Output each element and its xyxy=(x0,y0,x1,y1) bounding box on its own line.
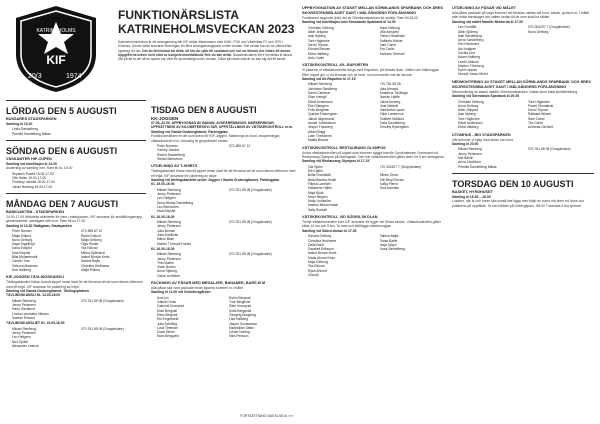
list-item: Isabel Bonvie-Kreis xyxy=(308,251,337,256)
list-item: Linda Sandelberg xyxy=(12,127,38,132)
task-title: BANKVAKTEN - STADSPARKEN xyxy=(6,210,65,214)
list-item: David Tripodo xyxy=(528,108,549,113)
list-item: Elinn Bergvall xyxy=(157,313,178,317)
list-item: Siham Omar xyxy=(379,173,399,178)
list-item: Isak Sandelberg xyxy=(458,33,482,38)
list-item: Mia Bahlin xyxy=(458,156,474,161)
list-item: Mikael Stenberg xyxy=(308,82,332,87)
list-item xyxy=(81,344,146,348)
column-4 xyxy=(452,6,594,208)
task-desc: 14.00-17.00 biblioteks aktiviteter för barn i stadsparken. KIF ansvarar för anställningsmapp, gemensamhet, ytterligare sätt m.m. Ram till sv 17.00. xyxy=(6,215,143,224)
task-time: Samling kl 13.30 Stallgatan, Stadsparken xyxy=(6,223,72,228)
list-item: Andreas Gerhold xyxy=(379,51,405,56)
list-item: David Carlsson xyxy=(308,91,331,95)
name-list xyxy=(157,296,297,339)
list-item: Snil Beryi Emam xyxy=(379,177,404,182)
list-item: Peter Noman xyxy=(12,229,32,234)
name-list xyxy=(157,188,297,214)
list-item: Lova Tirelman xyxy=(157,325,178,330)
task-time: Samling vid Restaurang Olympos kl 17.15 xyxy=(302,159,370,164)
list-item: Molly Lindström xyxy=(308,199,332,204)
task-title: KIF-JOGGEN TÄVLINGSKANSLI xyxy=(6,275,65,280)
footer-continue: FORTSÄTTNING NÄSTA SIDA >>> xyxy=(240,414,294,418)
list-item: 070-761 85 08 (Gruppledare) xyxy=(81,326,124,331)
list-item: 070-761 85 08 (Gruppledare) xyxy=(229,252,272,257)
list-item: Lisa Hallberg xyxy=(229,317,249,322)
list-item: Dana Edqvist xyxy=(12,246,32,251)
list-item: Anna Schöfberr xyxy=(458,160,481,165)
list-item: Ale Hultgren xyxy=(458,46,477,51)
list-item: Aldo Carlin xyxy=(308,55,325,60)
task-title: UTDELNING AV T-SHIRTS xyxy=(151,164,198,169)
list-item: Ville Almqvist xyxy=(379,30,399,35)
task-desc: Andra vätskekontrollen på loppet som kommer bygga framför Gymkhateratn Grevasted vid Restaurang Olympos på Malmgatan. Den här vätskekontrollen gäller även för 5 km-deltagarna. xyxy=(302,150,445,159)
name-list xyxy=(308,26,447,60)
list-item: Jesper Fossberg xyxy=(308,125,333,130)
list-item xyxy=(380,138,448,142)
list-item: Markim Tönnberg xyxy=(458,63,484,68)
list-item: Christian Gelborg xyxy=(308,25,334,30)
shift-heading: KL 16.00-16.00 xyxy=(151,214,175,219)
shift-heading: KL 16.00-18.00 xyxy=(151,246,175,251)
list-item: Lexell Jaiksos xyxy=(458,59,479,64)
task-desc: Vi placerar ut vätskekontroller längs med Raporten, på fortsatt linan. Vatten och hällmuggar. Efter loppet gör vi vid brunnar och se fordi, om kommunen inte tar ansvar. xyxy=(302,68,440,77)
list-item: Filipsa Lariesén xyxy=(308,181,332,186)
list-item: Ebbe Lambrinos xyxy=(379,112,404,117)
list-item: Muncik Yasan Mehrt xyxy=(458,72,488,77)
list-item: Jasper Gustavsson xyxy=(229,321,258,326)
list-item: Sofija Pierrix xyxy=(379,181,399,186)
list-item: Tomgelg Burgberg xyxy=(229,313,256,317)
header xyxy=(6,4,296,96)
list-item: Andreas Gerhold xyxy=(528,125,553,130)
list-item: Raffaela Wicker xyxy=(528,112,552,117)
task-desc: Tävlingskansliet bidrar överstt loppet innan start för att förvarna att de som nämns eftersom med ett tröja. KIF ansvarar för paktering av tröjor. xyxy=(151,169,296,178)
list-item xyxy=(81,316,146,320)
list-item: Albin Jellqvist xyxy=(458,108,478,113)
list-item: Isak Nyberg xyxy=(308,34,326,39)
list-item: Nova Sandelberg xyxy=(379,247,405,252)
list-item: 070-304207 7 (Gruppledare) xyxy=(528,25,570,30)
list-item: Moa Edqvist xyxy=(157,209,176,214)
list-item: Dalia Bahli xyxy=(308,242,324,247)
list-item: Tea Edlund xyxy=(81,246,98,251)
list-item: Tommy Jakobs xyxy=(157,148,179,153)
list-item xyxy=(229,242,297,246)
list-item: Axel jon xyxy=(157,295,169,300)
list-item: Malja Gelborg xyxy=(81,237,102,242)
svg-text:20/3: 20/3 xyxy=(28,73,42,80)
list-item: Jenny Pedersen xyxy=(157,256,181,261)
day-heading: TISDAG DEN 8 AUGUSTI xyxy=(151,105,257,115)
list-item: Sam Caner xyxy=(528,116,545,121)
list-item: Amadeus Tiedböge xyxy=(379,91,408,95)
task-time: Samling kl 15.30 – 18.00 xyxy=(452,194,491,199)
list-item: Julia Boman xyxy=(157,228,176,233)
list-item: Ana Hallberg xyxy=(12,267,32,272)
list-item xyxy=(229,209,297,213)
list-item: Ebba Vallberg xyxy=(458,125,479,130)
list-item: Quedar Frisbergsen xyxy=(308,112,338,117)
task-time: Samling kl 20.00 xyxy=(452,142,479,147)
list-item: Maja Sjöqvi xyxy=(379,242,397,247)
list-item: Elia Gåsegren xyxy=(308,103,329,108)
list-item: Elise Hamgil xyxy=(308,95,327,100)
list-item: Jonnatan Sandberg xyxy=(308,86,337,91)
list-item: Noel Walenti xyxy=(379,103,399,108)
list-item: Jenny Pedersen xyxy=(12,303,36,308)
list-item: Mikael Stenberg xyxy=(157,252,181,257)
task-desc: Funktionen avgjorda (kön) del av Sörmlandsbanken för slutlöp, Ram till 18.00. xyxy=(302,16,419,20)
list-item: Sabina Bajlis xyxy=(379,234,399,239)
list-item: Mikael Stenberg xyxy=(157,220,181,225)
list-item: Sally Rossell xyxy=(308,207,327,212)
list-item: 072-555 67 12 xyxy=(229,144,251,149)
list-item: Nova Gelborg xyxy=(12,237,33,242)
list-item: Robbert Nollland xyxy=(379,116,405,121)
list-item: Hyll Kronkiss xyxy=(458,68,478,73)
task-desc: Lokalen, här är och tusen ska också inte ligga med hjälp av kulna när finns ett, finns och publikens på uppfällde. Ta med kläder på Dirbergsplan. 3M.00 Tusentals 6 fint spelare. xyxy=(452,199,585,208)
list-item: Olle Halén 15.00-17.00 xyxy=(12,176,46,181)
list-item: Liam Thirestrom xyxy=(308,133,332,138)
task-time: Samling vid Gamla Grubengtiamet, Tävlingsplatsen xyxy=(6,289,89,293)
name-list xyxy=(308,165,447,212)
task-time: Samling vid målet framför Bröderna kl 17.00 xyxy=(452,19,523,24)
task-title: PACKNING AV PÅSAR MED MEDALJER, BANANER, BARS M M xyxy=(151,281,266,285)
list-item: Zina Ali xyxy=(308,272,319,277)
list-item: Eduard Beroan xyxy=(308,47,331,52)
svg-text:KATRINEHOLMS: KATRINEHOLMS xyxy=(36,28,76,34)
list-item: Anna Sandelberg xyxy=(458,38,484,43)
list-item: Theo Barlin xyxy=(157,260,174,265)
list-item xyxy=(380,56,448,60)
list-item: 070-761 85 08 (Gruppledare) xyxy=(229,187,272,192)
task-title: UTDELNING AV PÅSAR VID MÅLET xyxy=(452,6,516,10)
list-item: Elin Kärnbrant xyxy=(458,42,479,47)
list-item: Moa Hellgren xyxy=(308,194,328,199)
list-item: Tore Högberke xyxy=(528,99,550,104)
list-item: Sabina Bajlis xyxy=(81,259,101,264)
list-item: Mattia Bruzoe xyxy=(308,138,329,143)
day-heading: TORSDAG DEN 10 AUGUSTI xyxy=(452,178,574,189)
list-item: Robin Bergvall xyxy=(229,295,251,300)
column-2 xyxy=(151,100,297,340)
task-desc: Funktionärsbilden en att som krävs för KIF-Joggen. Marknings av bord, avspärrningar, vätskekontroll m.m. Ansvarig är gruppledare nedan. xyxy=(151,134,281,143)
name-list xyxy=(458,25,594,77)
list-item xyxy=(229,274,297,278)
list-item: Moa Edqvist xyxy=(12,250,31,255)
list-item: Mada Ahmed Nour xyxy=(308,255,336,260)
list-item: Thommy Jakobs 15.00-17.00 xyxy=(12,180,55,185)
list-item: Peter Norman xyxy=(157,144,178,149)
task-title: VÄSKAMTER HIF-CUPEN xyxy=(6,157,52,161)
list-item: Julia Schilling xyxy=(157,321,177,326)
list-item: Pawel Oknatinski xyxy=(528,103,554,108)
name-list xyxy=(458,147,594,168)
list-item: Ryan Ahmed xyxy=(308,268,327,273)
svg-text:1974: 1974 xyxy=(66,73,82,80)
task-title: UTOMHUS - BIO STADSPARKEN xyxy=(452,132,511,137)
list-item: Tora Achvilas xyxy=(379,186,399,191)
list-item: Marnie Tönnvall Hurlas xyxy=(157,241,191,246)
list-item: Leo Hellgren xyxy=(157,196,176,201)
list-item: Robin Edlund xyxy=(81,233,101,238)
list-item: Robert Sandelberg xyxy=(157,152,185,157)
list-item: Tim Carlin xyxy=(379,47,395,52)
list-item: Johan Broberg 15.00-17.00 xyxy=(12,184,53,189)
name-list xyxy=(12,229,146,272)
list-item: Pernilla Sandelberg Mäsla xyxy=(12,131,51,136)
list-item: Sofia Bergqvist xyxy=(229,308,252,313)
name-list xyxy=(12,127,146,136)
list-item: Gabrivel Kronqvist xyxy=(157,304,184,309)
page-title: FUNKTIONÄRSLISTA KATRINEHOLMSVECKAN 2023 xyxy=(118,8,295,36)
shift-heading: TÄVLINGSKANSLIET KL 15.00-16.00 xyxy=(6,321,65,326)
task-desc: Avvärning av samling mm. Ram till sv. 15.00 xyxy=(6,166,73,171)
task-title: VÄTSKEKONTROLL RESTAURANG OLYMPOS xyxy=(302,145,386,150)
task-time: Samling vid hotellkajen kl 14.00 xyxy=(6,162,57,166)
list-item: Elise Bergvall xyxy=(157,308,177,313)
task-desc: Alla påsar ska vara packade innan löparna kommer in i målet. xyxy=(151,286,244,290)
list-item: Nova Gelborg xyxy=(528,29,549,34)
list-item: Jakob Jägerbrand xyxy=(308,116,335,121)
list-item: Milton Blum xyxy=(157,237,175,242)
task-time: Samling kl 15.30 xyxy=(6,122,33,126)
list-item: Maja Björk xyxy=(308,190,324,195)
list-item: Candin Tran xyxy=(12,259,30,264)
list-item: Bella Grandstål xyxy=(308,173,331,178)
kif-logo xyxy=(6,4,106,94)
list-item: Maja Gelborg xyxy=(308,260,328,265)
list-item: Samantha Laurin xyxy=(379,108,405,113)
task-title: NEDMONTERING AV STAKET MELLAN SÖRMLANDS SPARBANK OCH ÄRES SKORSSTENSBILAGET SANT I MÅLGÅNGENS FÖRLÄNGNING xyxy=(452,79,591,89)
name-list xyxy=(308,234,447,277)
list-item: Isabel Bonvie-Kreis xyxy=(81,255,110,259)
name-list xyxy=(157,144,297,161)
list-item: Jenny Pedersen xyxy=(12,331,36,335)
list-item: Sam Caner xyxy=(379,43,397,47)
list-item: Elin Hjälm xyxy=(308,169,323,174)
list-item: Markus Mohammadi xyxy=(308,203,338,208)
list-item: Isak Nyberg xyxy=(458,112,476,117)
list-item: Tore Högberke xyxy=(458,116,480,121)
task-time: Samling vid hotellkajen med Sörmlands Sparbank kl 14.00 xyxy=(302,20,396,25)
task-time: Samling vid Sörmlands Sparbank kl 20.45 xyxy=(452,94,520,99)
list-item: 070-761 85 08 (Gruppledare) xyxy=(528,147,571,152)
list-item: Stefan Bemström xyxy=(157,156,183,161)
task-time: Samling kl 11.00 vid Gröndersgården xyxy=(151,290,211,295)
list-item: Pawel Oknatinski xyxy=(379,34,405,39)
list-item: 070-304207 7 (Gruppledare) xyxy=(379,164,422,169)
list-item: Tea Edlund xyxy=(308,264,325,269)
task-desc: Här behöver vi hjälp med stolar och bord. xyxy=(452,137,515,142)
list-item: Sofia Sandelberg xyxy=(379,121,405,126)
name-list xyxy=(12,299,146,320)
task-title: VÄTSKEKONTROLL VID SÖDRA SKOLAN xyxy=(302,215,378,220)
list-item: Saga Tegelhöjd xyxy=(12,242,35,247)
list-item xyxy=(229,157,297,161)
day-heading: SÖNDAG DEN 6 AUGUSTI xyxy=(6,146,118,156)
list-item: Mikael Stenberg xyxy=(458,147,482,152)
list-item: Raffaela Wicker xyxy=(379,38,403,43)
list-item: Albert Brigg xyxy=(308,129,326,134)
svg-text:KIF: KIF xyxy=(46,53,66,67)
list-item: Christina Hedhame xyxy=(81,263,110,268)
list-item: Tim Carlin xyxy=(528,121,543,126)
list-item: Christian Gelborg xyxy=(458,99,484,104)
list-item: Maximilian Sattin xyxy=(229,325,254,330)
list-item: Albin Jellqvist xyxy=(308,30,328,35)
list-item: 072-555 67 12 xyxy=(81,229,103,234)
column-1 xyxy=(6,96,146,349)
name-list xyxy=(12,327,146,348)
name-list xyxy=(12,172,146,189)
list-item: Mikael Stenberg xyxy=(157,187,181,192)
list-item: Malja Edlund xyxy=(12,233,32,238)
list-item: Rania Baklé xyxy=(379,238,398,243)
name-list xyxy=(157,220,297,246)
list-item: Oskar Lindblom xyxy=(157,273,181,278)
list-item xyxy=(380,273,448,277)
list-item: Adam Hallberg xyxy=(458,55,480,60)
list-item: Ola Hjälm xyxy=(308,164,323,169)
shift-heading: KL 15.00-16.00 xyxy=(151,182,175,187)
list-item: David Tripodo xyxy=(308,43,329,47)
list-item xyxy=(528,72,594,76)
list-item: Cristin Norling xyxy=(229,330,250,335)
list-item: Gabriel Huss xyxy=(157,300,177,305)
list-item: Malja Edlund xyxy=(81,267,101,272)
list-item: Madelene Hjälm xyxy=(308,186,332,191)
intro-text: Katrineholmsveckan är ett arrangemang där KIF deltar tillsammans med KAIK, FOK och Västeråsa FC och OFK i Vintrosa. Utöver detta ansvarar föreningen för flera arrangemangspass under veckan. Här nedan kan du se vilken/vilka uppdrag du har. Om du förhindrad att delta, så hör du själv till samband och hur du lämnar det vidare till annan. Uppgifterna kräver med stöd av kompetensomfattande före du kan delta. Glassfestivalens förre förväntas kl lämna Ditt på att ta del så du spelar bar värd för sportvaktigt under veckan. Gåva på nästa sida är du kan sig det till kansli. xyxy=(118,40,293,62)
list-item: Leo Hellgren xyxy=(12,335,31,340)
list-item: Ture Bergkvist xyxy=(229,300,251,305)
list-item: Julia Dahlkvist xyxy=(157,232,179,237)
list-item: Timothy Rybergsten xyxy=(379,125,409,130)
list-item: 070-761 85 08 (Gruppledare) xyxy=(229,220,272,225)
column-3 xyxy=(302,6,447,278)
list-item: Albin Sjöberg xyxy=(458,29,478,34)
list-item: Kiana Arnberg xyxy=(379,99,401,104)
list-item: Mikael Stenberg xyxy=(12,326,36,331)
task-title: UPPBYGGNATION AV STAKET MELLAN SÖRMLANDS SPARBANK OCH ÄRES SKORSSTENSBILAGET SANT I MÅLGÅNGENS FÖRLÄNGNING xyxy=(302,6,443,15)
list-item: Lovisa Larsdotter Nilsson xyxy=(12,311,50,316)
list-item: 070-761 85 08 (Gruppledare) xyxy=(81,298,124,303)
list-item: Sarabell Eriksson xyxy=(308,247,334,252)
list-item: Swelan Ertrand xyxy=(12,316,35,320)
list-item: Ebba Vallberg xyxy=(308,51,329,56)
task-title: VÄTSKEKONTROLL KIL-RAPORTEN xyxy=(302,63,369,68)
task-desc: Tredje vätskekontrollen som KIF ansvarar för ligger vid Södra skolan. Vätskekontrollen gäller både 10 km och 5 km. Ta med och blötlägga vätskemuggar. xyxy=(302,220,441,229)
list-item: Jenny Pedersen xyxy=(458,151,482,156)
task-title: BUSSARES STADSPARKEN xyxy=(6,117,57,121)
list-item: Noo Djuliel xyxy=(12,339,28,344)
task-time: Samling vid Gamla Grubengtiamet, Parkingplan xyxy=(151,129,228,134)
task-title: KK-JOGGEN xyxy=(151,116,179,121)
task-desc: 07.00–22.00. UPPBYGGNAD AV BANAN, AVSPÄRRNINGAR, MARKERINGAR, UPPSÄTTNING AV KILOMETERSKYLTAR, UPPSTÄLLNING AV VÄTSKEKONTROLL m.m. xyxy=(151,121,293,130)
list-item: Minna Sjöbrandt xyxy=(81,250,106,255)
list-item: Nora Bergqvist xyxy=(157,334,179,339)
list-item: Jenny Pedersen xyxy=(157,224,181,229)
list-item: Leo Gerdfält xyxy=(458,25,477,30)
task-title: BASKET, HYRDHUSET xyxy=(452,189,493,194)
list-item: Shyamin Pravia 15.00-17.00 xyxy=(12,171,54,176)
name-list xyxy=(458,100,594,130)
task-time: Samling vid Kil-Raporten kl 17.15 xyxy=(302,77,356,81)
list-item: Jenny Pedersen xyxy=(157,192,181,197)
list-item: Nyla Ahmadi xyxy=(379,86,399,91)
list-item: Amale Juhtvidsson xyxy=(308,121,336,126)
list-item: Tore Högberke xyxy=(308,38,330,43)
list-item: Gehova Abraham xyxy=(12,263,38,268)
list-item: Ellen Kronqvist xyxy=(229,304,251,309)
list-item: Elliott Andersson xyxy=(458,121,483,126)
task-desc: Tävlingskansliet bidrar överstt loppet innan start för att förvarna att de som nämns eftersom med ett tröja. KIF ansvarar för paktering av tröjor. xyxy=(6,280,143,289)
list-item: Ebi Engelbrekt xyxy=(157,317,179,322)
list-item: Olga Rinder xyxy=(81,242,99,247)
list-item: Alexander Leanza xyxy=(12,343,39,348)
day-heading: MÅNDAG DEN 7 AUGUSTI xyxy=(6,199,119,209)
task-desc: Alla påsar packade på vagn kommer att fördelas mellan två bord, banan, goda m.m. I målet eller mäta barnslaget och vatten sedan till de som skall ha sådan. xyxy=(452,11,590,20)
list-item: Anna Gelborg xyxy=(458,103,479,108)
list-item: Pernilla Sandelberg Mäsla xyxy=(458,164,497,169)
list-item: Belal Bamba Hediri xyxy=(308,177,337,182)
list-item: Leo Bemström xyxy=(157,205,179,210)
list-item: Clara Sterm xyxy=(157,330,175,335)
list-item: Harry Sandlund xyxy=(12,307,35,312)
list-item: Mikael Stenberg xyxy=(12,298,36,303)
list-item: Mira Persson xyxy=(229,334,249,339)
day-heading: LÖRDAG DEN 5 AUGUSTI xyxy=(6,106,117,116)
task-time: Samling vid Södra skolan kl 17.00 xyxy=(302,228,357,233)
list-item: Anna Sjöberg xyxy=(157,269,177,274)
list-item: Cecilia Lind xyxy=(458,51,476,55)
list-item: Felix Bergman xyxy=(308,108,330,113)
list-item: Nova Mintus Sandelberg xyxy=(157,200,194,205)
list-item: Sandra Gelborg xyxy=(308,234,332,239)
list-item: Markim Hjälte xyxy=(379,95,400,100)
list-item xyxy=(380,208,448,212)
name-list xyxy=(308,82,447,142)
task-desc: Nedmontering av staket utanför Sörmlandsbanken. Kallas även kalla skolåterbäring. xyxy=(452,89,579,94)
shift-heading: TÄVLINGSKANSLI KL 14.00-18.00 xyxy=(6,293,61,298)
list-item: Christina Hedhame xyxy=(308,238,337,243)
task-time: Samling vid tävlingskansliet under Joggen i Gamla Grubengtiamet, Parkingplan xyxy=(151,178,280,183)
list-item: Anna Gelborg xyxy=(379,25,400,30)
list-item: 070-761 85 08 xyxy=(379,82,401,87)
list-item: Vicke Norlén xyxy=(157,265,176,270)
name-list xyxy=(157,252,297,278)
list-item: Bilal Mohammadi xyxy=(12,255,38,259)
list-item xyxy=(528,165,594,169)
list-item: Elliott Andersson xyxy=(308,99,333,104)
